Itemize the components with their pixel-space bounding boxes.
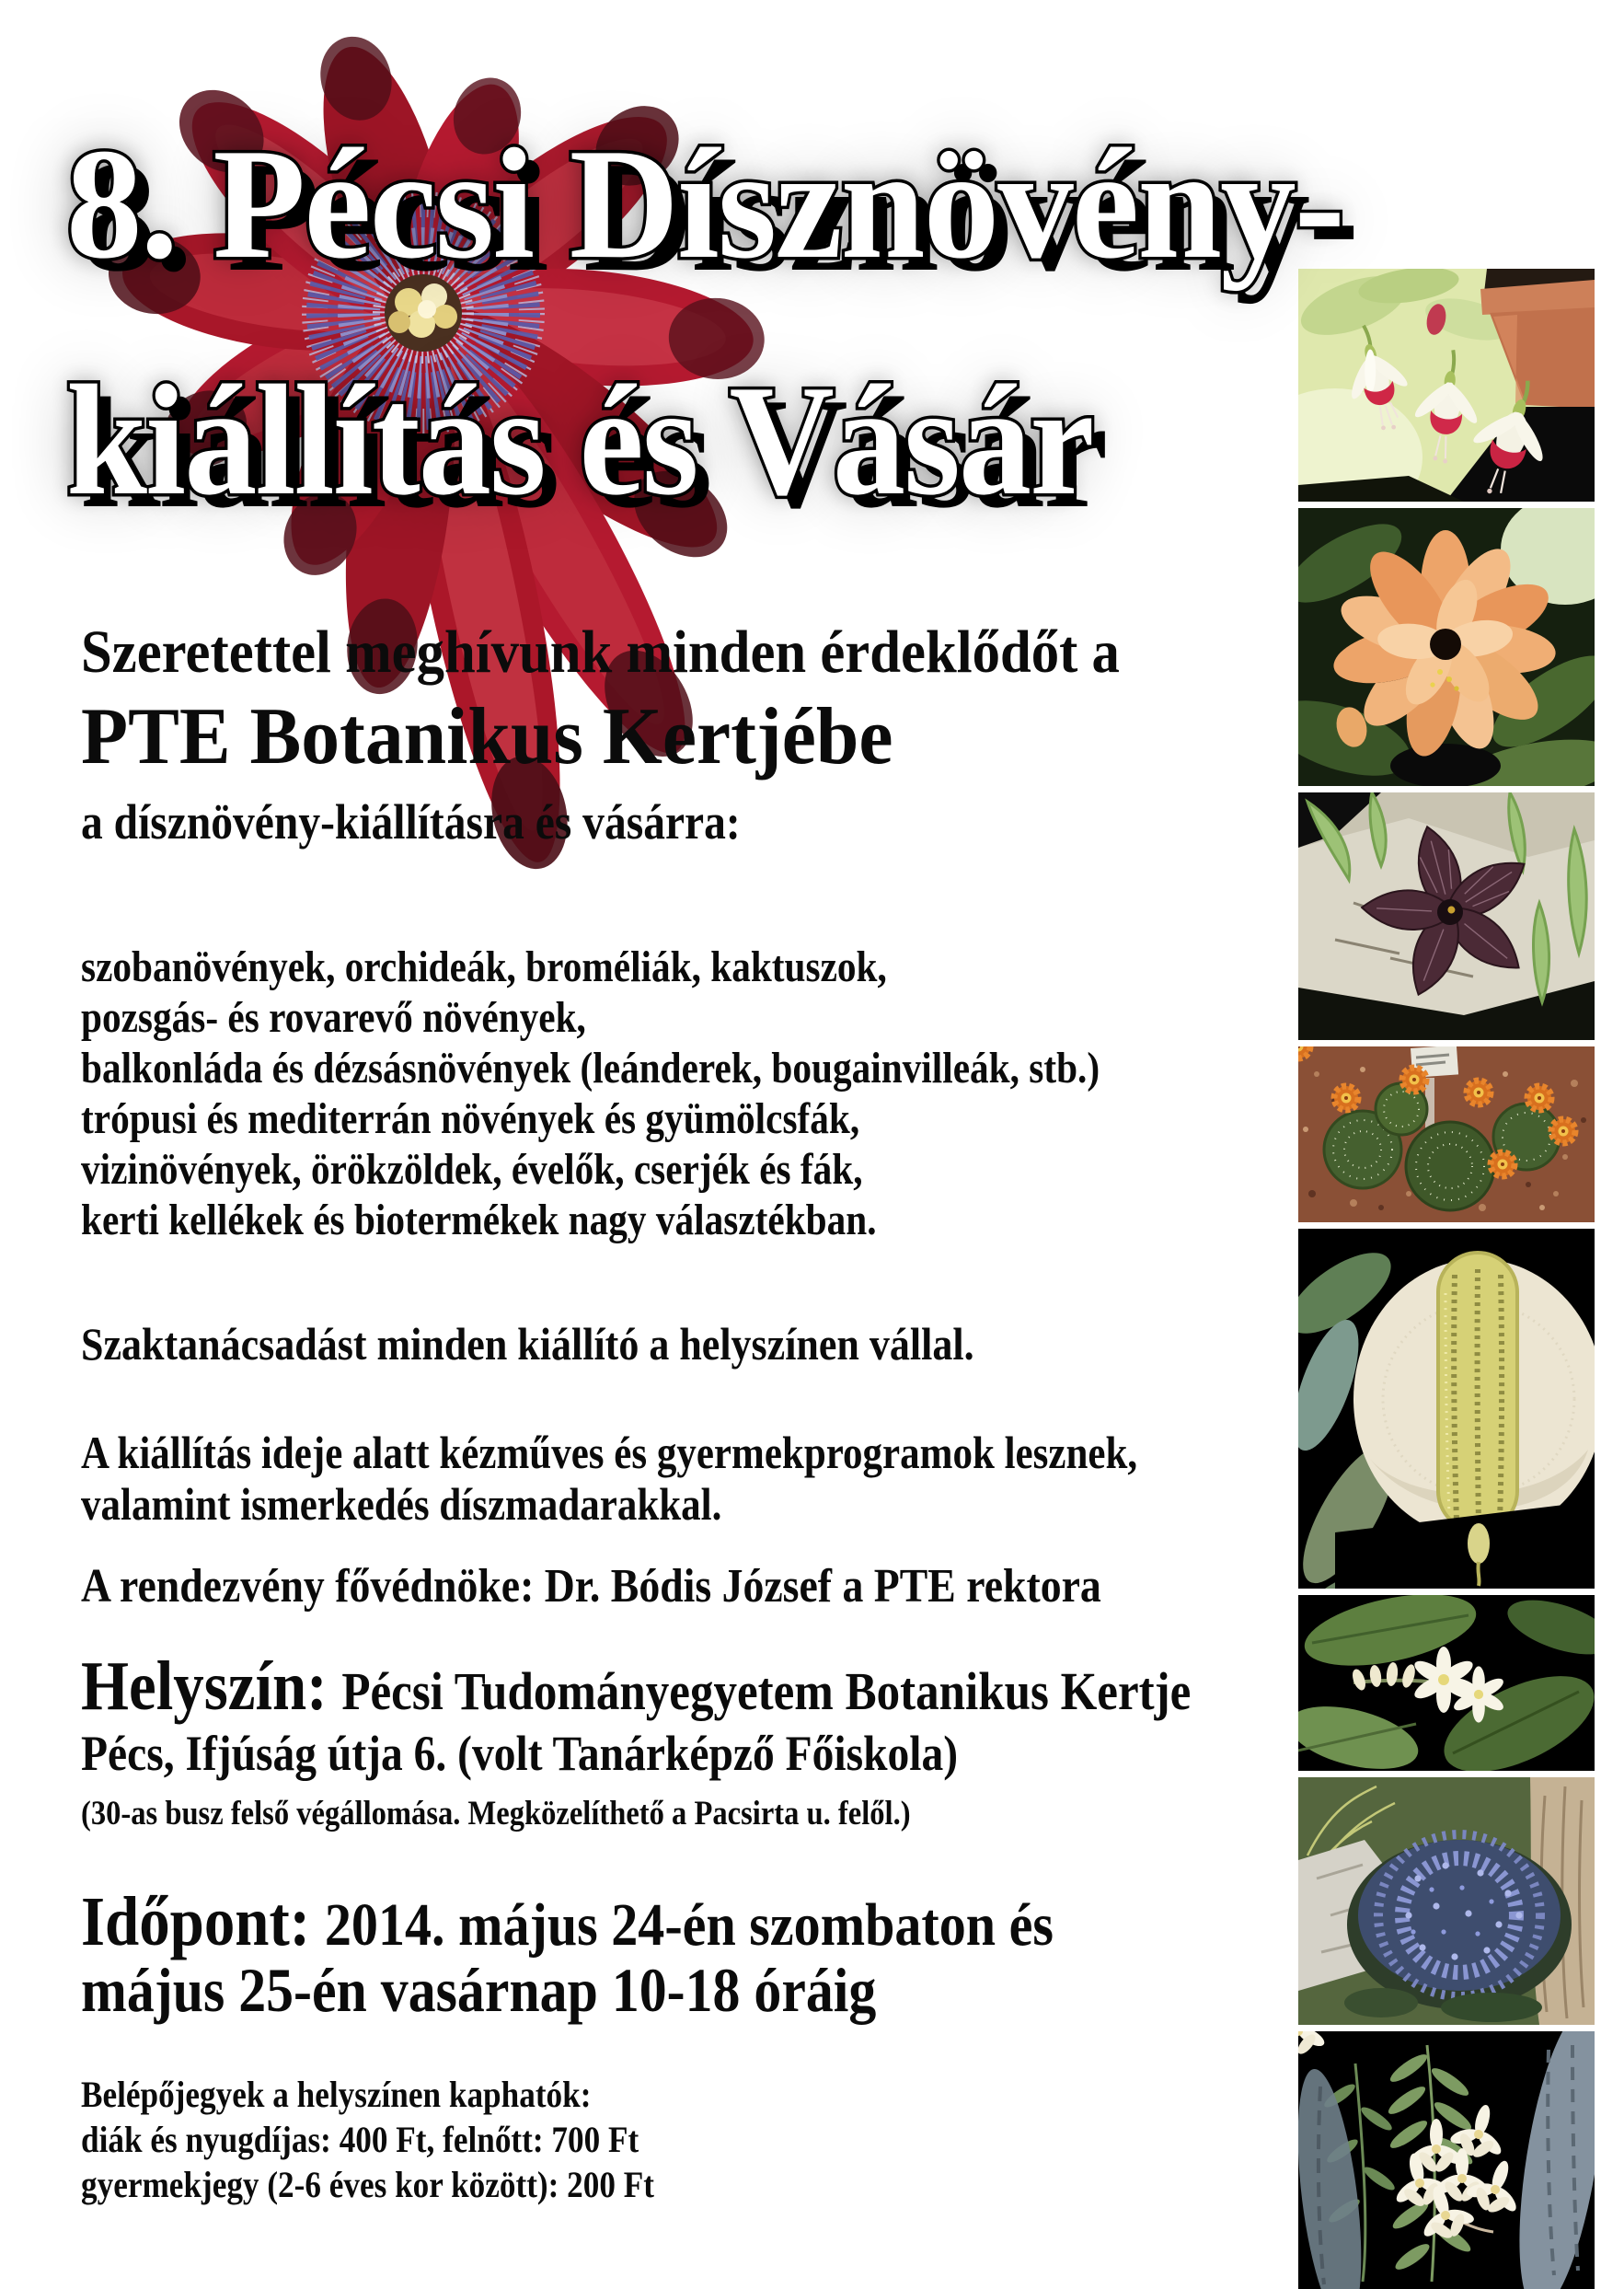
schedule-line1: [81, 1882, 1054, 1962]
intro-event-type: a dísznövény-kiállításra és vásárra:: [81, 794, 741, 850]
plant-list: [81, 942, 1265, 1245]
poster-title-line1: 8. Pécsi Dísznövény-: [66, 117, 1343, 292]
photo-coffee-blossom: [1298, 1595, 1595, 1771]
intro-invitation: Szeretettel meghívunk minden érdeklődőt a: [81, 618, 1120, 686]
schedule-date2: május 25-én vasárnap 10-18 óráig: [81, 1955, 877, 2025]
programs-line: A kiállítás ideje alatt kézműves és gyermekprogramok lesznek,: [81, 1427, 1138, 1478]
venue-name: Pécsi Tudományegyetem Botanikus Kertje: [341, 1661, 1192, 1721]
programs-line: valamint ismerkedés díszmadarakkal.: [81, 1478, 722, 1530]
ticket-price-child: gyermekjegy (2-6 éves kor között): 200 Ft: [81, 2164, 654, 2205]
schedule-label: Időpont:: [81, 1883, 311, 1960]
venue-line: [81, 1647, 1191, 1727]
plant-list-line: balkonláda és dézsásnövények (leánderek, bougainvilleák, stb.): [81, 1044, 1100, 1092]
patron-note: A rendezvény fővédnöke: Dr. Bódis József a PTE rektora: [81, 1560, 1101, 1613]
venue-transport-note: (30-as busz felső végállomása. Megközelíthető a Pacsirta u. felől.): [81, 1795, 911, 1832]
plant-list-line: pozsgás- és rovarevő növények,: [81, 993, 586, 1042]
plant-list-line: trópusi és mediterrán növények és gyümölcsfák,: [81, 1094, 860, 1143]
plant-list-line: vizinövények, örökzöldek, évelők, cserjék és fák,: [81, 1145, 863, 1194]
programs-note: [81, 1427, 1309, 1530]
ticket-info: [81, 2072, 732, 2207]
schedule-date1: 2014. május 24-én szombaton és: [324, 1891, 1054, 1959]
advice-note: Szaktanácsadást minden kiállító a helyszínen vállal.: [81, 1318, 974, 1370]
ticket-heading: Belépőjegyek a helyszínen kaphatók:: [81, 2074, 592, 2115]
photo-hibiscus: [1298, 508, 1595, 786]
photo-spathe: [1298, 1229, 1595, 1589]
intro-venue-name: PTE Botanikus Kertjébe: [81, 692, 893, 781]
plant-list-line: kerti kellékek és biotermékek nagy választékban.: [81, 1196, 877, 1244]
photo-orchid: [1298, 2031, 1595, 2289]
ticket-price-adult: diák és nyugdíjas: 400 Ft, felnőtt: 700 Ft: [81, 2119, 639, 2160]
photo-stapelia: [1298, 792, 1595, 1040]
photo-fuchsia: [1298, 269, 1595, 502]
photo-cactus: [1298, 1046, 1595, 1222]
plant-list-line: szobanövények, orchideák, broméliák, kaktuszok,: [81, 942, 887, 991]
venue-label: Helyszín:: [81, 1647, 328, 1725]
poster-title-line2: kiállítás és Vásár: [66, 353, 1093, 528]
photo-lobelia: [1298, 1777, 1595, 2025]
venue-address: Pécs, Ifjúság útja 6. (volt Tanárképző Főiskola): [81, 1726, 959, 1781]
